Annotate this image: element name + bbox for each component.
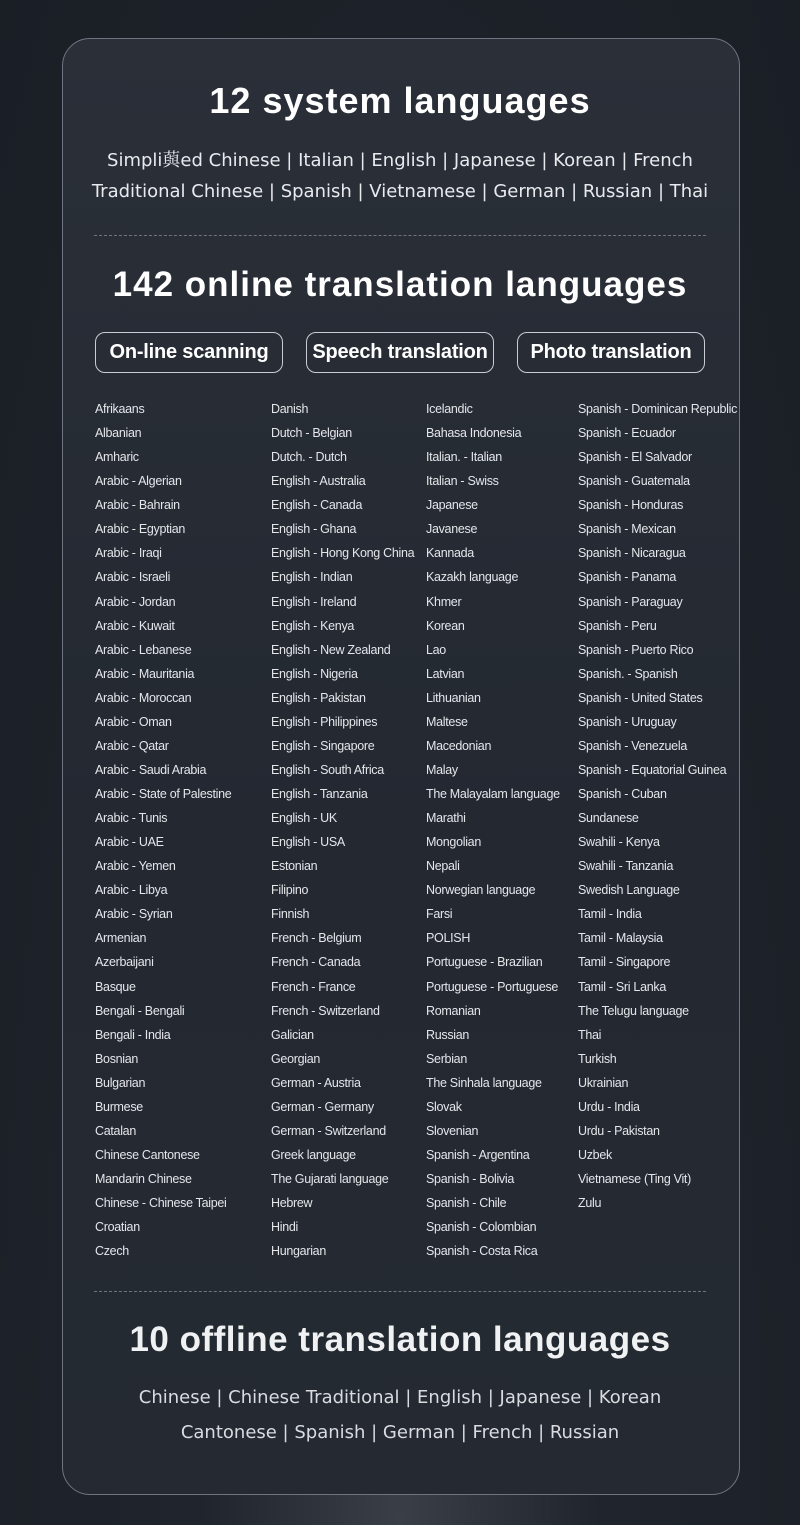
language-item: Arabic - Algerian — [95, 474, 182, 489]
language-item: Spanish - Ecuador — [578, 426, 676, 441]
language-item: Dutch. - Dutch — [271, 450, 347, 465]
language-item: Hungarian — [271, 1244, 326, 1259]
language-item: Arabic - Moroccan — [95, 690, 192, 705]
language-item: Slovenian — [426, 1123, 479, 1138]
language-item: Latvian — [426, 666, 465, 681]
language-item: Maltese — [426, 714, 468, 729]
language-item: Armenian — [95, 931, 147, 946]
language-item: Romanian — [426, 1003, 481, 1018]
language-item: Korean — [426, 618, 465, 633]
language-item: Swahili - Tanzania — [578, 859, 674, 874]
language-item: Basque — [95, 979, 136, 994]
language-column-2 — [271, 399, 414, 1265]
system-languages-line-2: Traditional Chinese | Spanish | Vietnamese | German | Russian | Thai — [91, 181, 709, 202]
language-item: Arabic - Jordan — [95, 594, 176, 609]
language-item: The Telugu language — [578, 1003, 689, 1018]
language-item: Azerbaijani — [95, 955, 154, 970]
language-item: Spanish - Puerto Rico — [578, 642, 694, 657]
language-item: Greek language — [271, 1147, 356, 1162]
language-item: Spanish - Honduras — [578, 498, 684, 513]
language-item: Khmer — [426, 594, 462, 609]
speech-translation-button[interactable]: Speech translation — [306, 332, 494, 373]
language-item: Amharic — [95, 450, 139, 465]
language-item: Catalan — [95, 1123, 136, 1138]
language-item: Spanish - Equatorial Guinea — [578, 762, 727, 777]
language-item: English - New Zealand — [271, 642, 391, 657]
language-item: Bengali - Bengali — [95, 1003, 185, 1018]
language-item: German - Austria — [271, 1075, 361, 1090]
online-scanning-button[interactable]: On-line scanning — [95, 332, 283, 373]
language-item: Spanish - Panama — [578, 570, 677, 585]
language-column-4 — [578, 399, 737, 1217]
language-item: Nepali — [426, 859, 460, 874]
language-item: Spanish - Paraguay — [578, 594, 683, 609]
language-item: Czech — [95, 1244, 129, 1259]
language-item: Spanish - United States — [578, 690, 703, 705]
language-item: French - Switzerland — [271, 1003, 380, 1018]
language-item: Arabic - Egyptian — [95, 522, 186, 537]
language-item: Bulgarian — [95, 1075, 146, 1090]
language-item: Danish — [271, 402, 309, 416]
language-item: Marathi — [426, 811, 466, 826]
language-item: Uzbek — [578, 1147, 612, 1162]
language-item: Arabic - Lebanese — [95, 642, 192, 657]
language-item: Spanish - Guatemala — [578, 474, 690, 489]
language-item: Arabic - Israeli — [95, 570, 171, 585]
language-item: French - France — [271, 979, 356, 994]
language-column-1 — [95, 399, 231, 1265]
language-item: Macedonian — [426, 738, 492, 753]
language-item: Arabic - Qatar — [95, 738, 169, 753]
language-item: Hebrew — [271, 1196, 313, 1211]
language-item: Bengali - India — [95, 1027, 171, 1042]
language-item: Malay — [426, 762, 458, 777]
language-item: Arabic - Syrian — [95, 907, 173, 922]
offline-languages-line-2: Cantonese | Spanish | German | French | Russian — [180, 1422, 620, 1443]
language-item: Portuguese - Portuguese — [426, 979, 559, 994]
language-item: Burmese — [95, 1099, 143, 1114]
language-item: English - Philippines — [271, 714, 378, 729]
language-item: Arabic - Yemen — [95, 859, 176, 874]
language-item: Norwegian language — [426, 883, 536, 898]
language-item: Slovak — [426, 1099, 462, 1114]
language-item: Kazakh language — [426, 570, 519, 585]
language-item: Arabic - Kuwait — [95, 618, 175, 633]
language-item: Georgian — [271, 1051, 321, 1066]
language-item: Arabic - State of Palestine — [95, 787, 232, 801]
language-item: English - Australia — [271, 474, 366, 489]
language-item: English - USA — [271, 835, 345, 850]
language-item: Spanish - Bolivia — [426, 1172, 515, 1186]
language-item: Arabic - UAE — [95, 835, 164, 850]
language-item: Dutch - Belgian — [271, 426, 352, 441]
language-item: Spanish - Dominican Republic — [578, 402, 738, 416]
language-item: Croatian — [95, 1220, 140, 1235]
language-item: The Sinhala language — [426, 1075, 542, 1090]
language-item: English - UK — [271, 811, 337, 826]
language-item: Bahasa Indonesia — [426, 426, 522, 441]
language-item: Arabic - Iraqi — [95, 546, 162, 561]
offline-languages-title: 10 offline translation languages — [129, 1320, 671, 1359]
language-item: Tamil - Singapore — [578, 955, 671, 970]
language-item: English - Ireland — [271, 594, 357, 609]
language-item: Swedish Language — [578, 883, 680, 898]
system-languages-line-1: Simpli藇ed Chinese | Italian | English | Japanese | Korean | French — [107, 150, 693, 171]
online-languages-title: 142 online translation languages — [112, 265, 688, 304]
language-item: Afrikaans — [95, 402, 145, 416]
language-item: Spanish - Costa Rica — [426, 1244, 538, 1259]
language-item: Arabic - Mauritania — [95, 666, 195, 681]
language-item: English - Canada — [271, 498, 363, 513]
language-item: Spanish - Nicaragua — [578, 546, 686, 561]
offline-languages-line-1: Chinese | Chinese Traditional | English | Japanese | Korean — [138, 1387, 662, 1408]
language-item: Portuguese - Brazilian — [426, 955, 543, 970]
language-item: Arabic - Bahrain — [95, 498, 180, 513]
language-item: Urdu - Pakistan — [578, 1123, 660, 1138]
language-item: German - Germany — [271, 1099, 374, 1114]
language-item: Farsi — [426, 907, 453, 922]
language-item: Tamil - Sri Lanka — [578, 979, 666, 994]
language-item: Russian — [426, 1027, 470, 1042]
language-item: Kannada — [426, 546, 474, 561]
language-item: Spanish - Cuban — [578, 787, 667, 801]
divider — [94, 235, 706, 236]
language-item: Tamil - India — [578, 907, 642, 922]
language-item: Mongolian — [426, 835, 481, 850]
language-item: French - Canada — [271, 955, 361, 970]
language-item: Albanian — [95, 426, 142, 441]
language-item: Arabic - Libya — [95, 883, 168, 898]
language-item: Japanese — [426, 498, 478, 513]
language-item: English - Singapore — [271, 738, 375, 753]
language-column-3 — [426, 399, 560, 1265]
language-item: English - Indian — [271, 570, 353, 585]
language-item: Spanish - Chile — [426, 1196, 507, 1211]
language-item: French - Belgium — [271, 931, 362, 946]
language-item: English - Ghana — [271, 522, 357, 537]
language-item: English - Kenya — [271, 618, 355, 633]
language-item: Filipino — [271, 883, 309, 898]
language-item: Spanish - Venezuela — [578, 738, 687, 753]
language-item: German - Switzerland — [271, 1123, 386, 1138]
language-item: Bosnian — [95, 1051, 139, 1066]
language-item: Javanese — [426, 522, 478, 537]
language-item: Spanish - Mexican — [578, 522, 676, 537]
language-item: English - Pakistan — [271, 690, 366, 705]
language-item: Swahili - Kenya — [578, 835, 660, 850]
language-item: Arabic - Saudi Arabia — [95, 762, 207, 777]
language-item: Lithuanian — [426, 690, 481, 705]
language-item: Arabic - Tunis — [95, 811, 168, 826]
language-item: Sundanese — [578, 811, 639, 826]
language-item: The Malayalam language — [426, 787, 560, 801]
language-item: Hindi — [271, 1220, 298, 1235]
language-item: Italian. - Italian — [426, 450, 502, 465]
language-item: Spanish. - Spanish — [578, 666, 678, 681]
language-item: POLISH — [426, 931, 471, 946]
language-item: Turkish — [578, 1051, 617, 1066]
language-item: Italian - Swiss — [426, 474, 499, 489]
photo-translation-button[interactable]: Photo translation — [517, 332, 705, 373]
language-item: English - Hong Kong China — [271, 546, 415, 561]
language-item: The Gujarati language — [271, 1172, 389, 1186]
language-item: Mandarin Chinese — [95, 1172, 192, 1186]
language-item: Icelandic — [426, 402, 473, 416]
language-item: Zulu — [578, 1196, 602, 1211]
language-item: Spanish - Peru — [578, 618, 657, 633]
language-item: English - Tanzania — [271, 787, 368, 801]
language-item: Spanish - El Salvador — [578, 450, 692, 465]
language-item: Spanish - Argentina — [426, 1147, 530, 1162]
language-item: Chinese - Chinese Taipei — [95, 1196, 227, 1211]
language-item: Tamil - Malaysia — [578, 931, 663, 946]
language-item: Chinese Cantonese — [95, 1147, 200, 1162]
language-item: English - South Africa — [271, 762, 384, 777]
language-item: Galician — [271, 1027, 314, 1042]
language-item: Lao — [426, 642, 446, 657]
language-item: Finnish — [271, 907, 310, 922]
language-item: Serbian — [426, 1051, 467, 1066]
language-item: Ukrainian — [578, 1075, 629, 1090]
language-item: Thai — [578, 1027, 602, 1042]
language-item: Arabic - Oman — [95, 714, 172, 729]
divider — [94, 1291, 706, 1292]
language-item: Vietnamese (Ting Vit) — [578, 1172, 691, 1186]
language-item: Spanish - Uruguay — [578, 714, 677, 729]
language-item: Estonian — [271, 859, 318, 874]
language-item: Urdu - India — [578, 1099, 640, 1114]
language-item: Spanish - Colombian — [426, 1220, 537, 1235]
language-item: English - Nigeria — [271, 666, 358, 681]
system-languages-title: 12 system languages — [209, 80, 591, 121]
